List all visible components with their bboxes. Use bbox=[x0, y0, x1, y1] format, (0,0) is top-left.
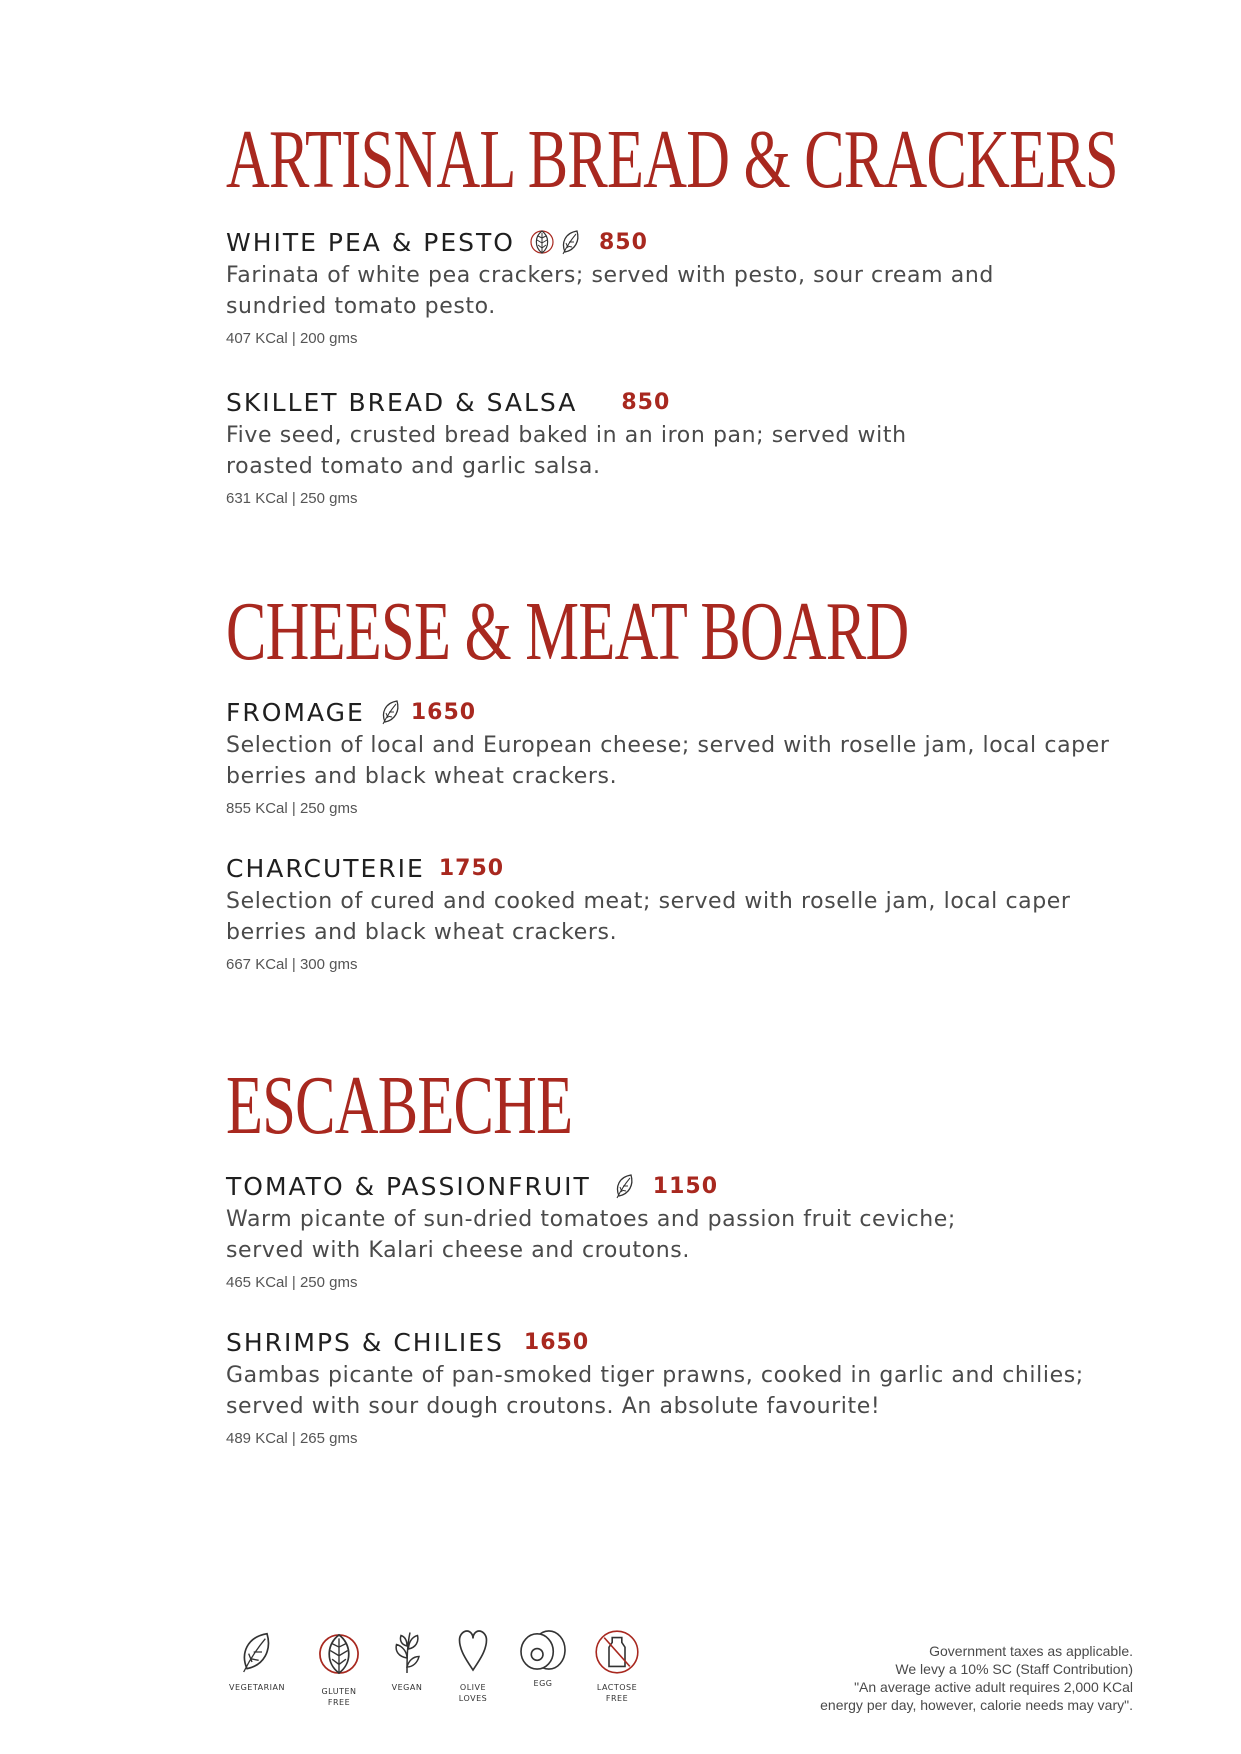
vegetarian-icon bbox=[379, 698, 403, 726]
item-nutrition: 667 KCal | 300 gms bbox=[226, 956, 358, 973]
item-price: 1150 bbox=[652, 1173, 719, 1199]
footnote: Government taxes as applicable. We levy a 10% SC (Staff Contribution) "An average active adult requires 2,000 KCal energy per day, however, calorie needs may vary". bbox=[820, 1643, 1133, 1713]
section-title: ARTISNAL BREAD & CRACKERS bbox=[226, 113, 1118, 206]
section-artisnal-bread bbox=[226, 113, 1126, 507]
item-description: Selection of cured and cooked meat; served with roselle jam, local caper berries and black wheat crackers. bbox=[226, 889, 1071, 945]
legend-lactose-free: LACTOSE FREE bbox=[582, 1628, 652, 1704]
menu-item bbox=[226, 852, 1126, 973]
item-description: Five seed, crusted bread baked in an iron pan; served with roasted tomato and garlic salsa. bbox=[226, 423, 907, 479]
item-name: WHITE PEA & PESTO bbox=[226, 227, 515, 257]
item-nutrition: 489 KCal | 265 gms bbox=[226, 1430, 358, 1447]
legend-vegan: VEGAN bbox=[372, 1628, 442, 1693]
item-description: Warm picante of sun-dried tomatoes and passion fruit ceviche; served with Kalari cheese and croutons. bbox=[226, 1207, 956, 1263]
gluten-free-icon bbox=[529, 227, 555, 257]
vegetarian-icon bbox=[237, 1628, 277, 1676]
item-name: SHRIMPS & CHILIES bbox=[226, 1327, 504, 1357]
lactose-free-icon bbox=[593, 1628, 641, 1676]
item-name: TOMATO & PASSIONFRUIT bbox=[226, 1171, 591, 1201]
item-name: CHARCUTERIE bbox=[226, 853, 425, 883]
item-price: 850 bbox=[598, 229, 648, 255]
diet-icons bbox=[529, 227, 587, 257]
legend-gluten-free: GLUTEN FREE bbox=[304, 1628, 374, 1708]
menu-item bbox=[226, 386, 1126, 507]
vegetarian-icon bbox=[559, 228, 583, 256]
item-nutrition: 465 KCal | 250 gms bbox=[226, 1274, 358, 1291]
vegetarian-icon bbox=[613, 1172, 637, 1200]
menu-item bbox=[226, 1170, 1126, 1291]
item-price: 1650 bbox=[523, 1329, 590, 1355]
item-nutrition: 631 KCal | 250 gms bbox=[226, 490, 358, 507]
section-title: ESCABECHE bbox=[226, 1059, 573, 1152]
item-description: Selection of local and European cheese; served with roselle jam, local caper berries and black wheat crackers. bbox=[226, 733, 1110, 789]
section-cheese-meat bbox=[226, 585, 1126, 973]
item-description: Farinata of white pea crackers; served with pesto, sour cream and sundried tomato pesto. bbox=[226, 263, 994, 319]
section-escabeche bbox=[226, 1059, 1126, 1447]
menu-item bbox=[226, 1326, 1126, 1447]
item-name: SKILLET BREAD & SALSA bbox=[226, 387, 578, 417]
section-title: CHEESE & MEAT BOARD bbox=[226, 585, 909, 678]
vegan-icon bbox=[389, 1628, 425, 1676]
item-price: 1750 bbox=[438, 855, 505, 881]
legend-vegetarian: VEGETARIAN bbox=[222, 1628, 292, 1693]
menu-item bbox=[226, 226, 1126, 347]
item-price: 1650 bbox=[410, 699, 477, 725]
menu-item bbox=[226, 696, 1126, 817]
diet-icons bbox=[613, 1172, 641, 1200]
olive-loves-icon bbox=[455, 1628, 491, 1676]
item-description: Gambas picante of pan-smoked tiger prawns, cooked in garlic and chilies; served with sour dough croutons. An absolute favourite! bbox=[226, 1363, 1084, 1419]
item-nutrition: 407 KCal | 200 gms bbox=[226, 330, 358, 347]
egg-icon bbox=[518, 1628, 568, 1672]
diet-icons bbox=[379, 698, 407, 726]
item-name: FROMAGE bbox=[226, 697, 365, 727]
legend-egg: EGG bbox=[508, 1628, 578, 1689]
diet-legend bbox=[222, 1628, 702, 1728]
item-price: 850 bbox=[621, 389, 671, 415]
item-nutrition: 855 KCal | 250 gms bbox=[226, 800, 358, 817]
legend-olive-loves: OLIVE LOVES bbox=[438, 1628, 508, 1704]
gluten-free-icon bbox=[315, 1628, 363, 1680]
